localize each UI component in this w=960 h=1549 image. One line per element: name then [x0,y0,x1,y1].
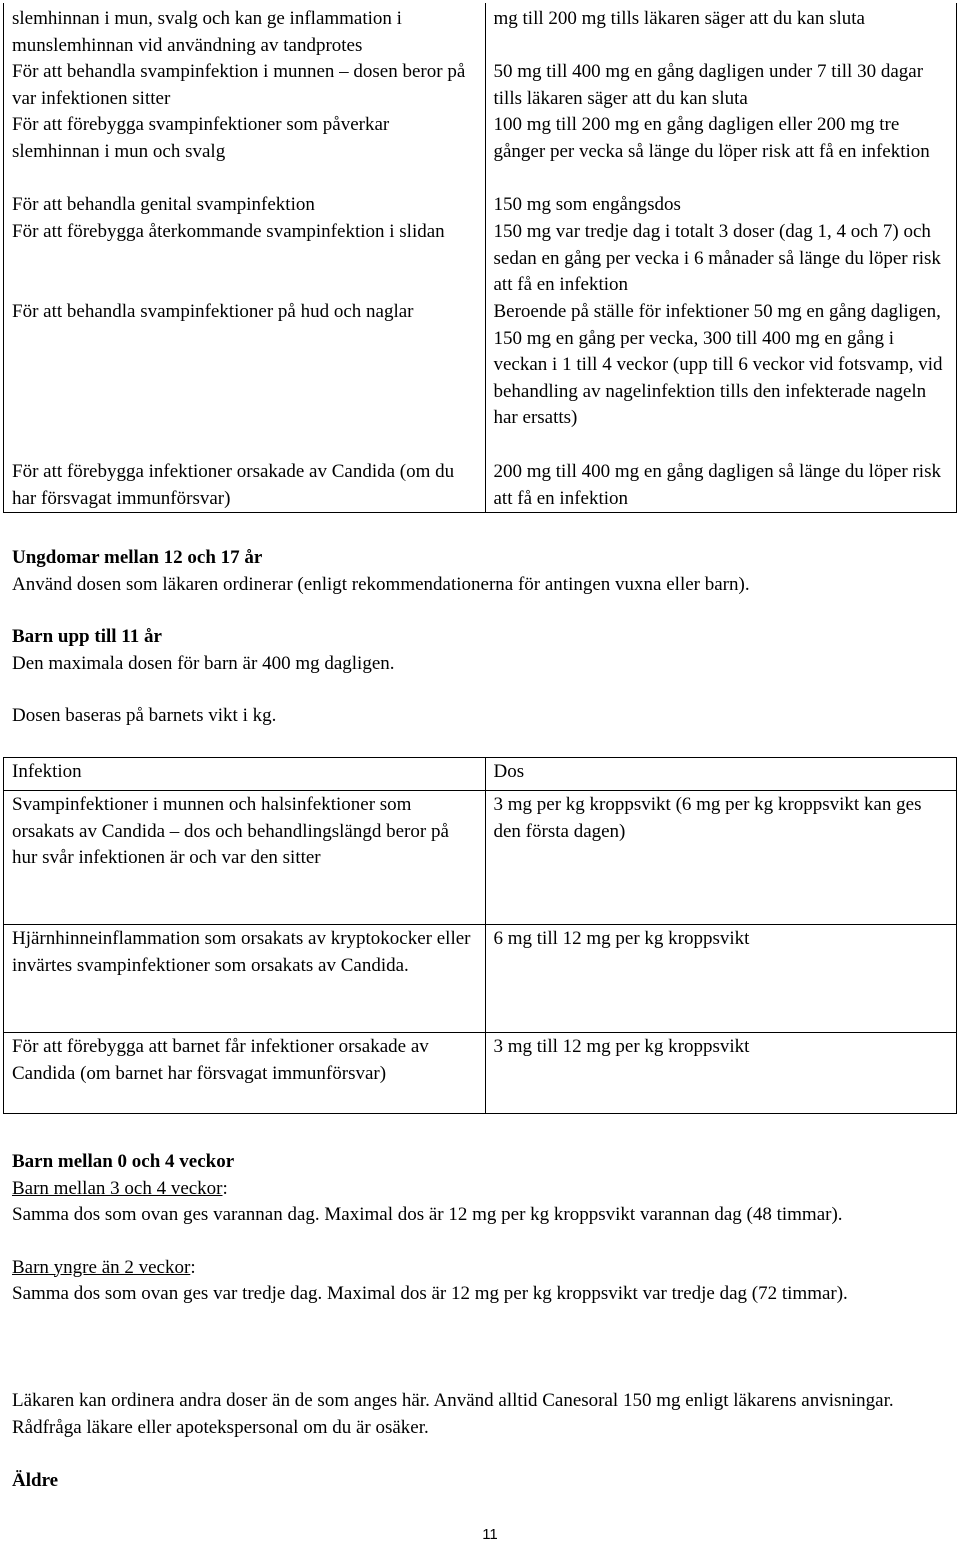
table-row [4,59,957,112]
elderly-section [12,1468,942,1495]
teens-heading: Ungdomar mellan 12 och 17 år [12,547,263,568]
table-header-row [4,758,957,791]
table-row [4,219,957,299]
children-weight-note: Dosen baseras på barnets vikt i kg. [12,705,277,726]
infants-sub-3-4-weeks: Barn mellan 3 och 4 veckor: [12,1177,228,1199]
children-heading: Barn upp till 11 år [12,626,162,647]
indication-cell: För att förebygga svampinfektioner som påverkar slemhinnan i mun och svalg [4,112,486,192]
dose-cell: mg till 200 mg tills läkaren säger att du kan sluta [485,3,957,59]
infants-section [12,1149,942,1308]
infants-sub-under-2-label: Barn yngre än 2 veckor [12,1256,191,1278]
infants-sub-3-4-label: Barn mellan 3 och 4 veckor [12,1177,223,1199]
indication-cell: Svampinfektioner i munnen och halsinfektioner som orsakats av Candida – dos och behandlingslängd beror på hur svår infektionen är och var den sitter [4,791,486,925]
note-text: Läkaren kan ordinera andra doser än de som anges här. Använd alltid Canesoral 150 mg enligt läkarens anvisningar. Rådfråga läkare eller apotekspersonal om du är osäker. [12,1390,894,1438]
dose-cell: 50 mg till 400 mg en gång dagligen under 7 till 30 dagar tills läkaren säger att du kan sluta [485,59,957,112]
table-row [4,925,957,1033]
teens-section [12,545,942,598]
column-header-dose: Dos [485,758,957,791]
table-row [4,192,957,219]
indication-cell: För att behandla genital svampinfektion [4,192,486,219]
table-row [4,1033,957,1114]
infants-text-under-2-weeks: Samma dos som ovan ges var tredje dag. Maximal dos är 12 mg per kg kroppsvikt var tredje dag (72 timmar). [12,1283,848,1304]
infants-sub-under-2-weeks: Barn yngre än 2 veckor: [12,1256,196,1278]
table-row [4,112,957,192]
dose-cell: 150 mg som engångsdos [485,192,957,219]
table-row [4,791,957,925]
dose-cell: 100 mg till 200 mg en gång dagligen eller 200 mg tre gånger per vecka så länge du löper risk att få en infektion [485,112,957,192]
indication-cell: För att behandla svampinfektioner på hud och naglar [4,299,486,459]
indication-cell: Hjärnhinneinflammation som orsakats av kryptokocker eller invärtes svampinfektioner som orsakats av Candida. [4,925,486,1033]
dose-cell: Beroende på ställe för infektioner 50 mg en gång dagligen, 150 mg en gång per vecka, 300 till 400 mg en gång i veckan i 1 till 4 veckor (upp till 6 veckor vid fotsvamp, vid behandling av nagelinfektion tills den infekterade nageln har ersatts) [485,299,957,459]
dosage-note [12,1388,942,1441]
column-header-infection: Infektion [4,758,486,791]
indication-cell: För att behandla svampinfektion i munnen – dosen beror på var infektionen sitter [4,59,486,112]
table-row [4,299,957,459]
infants-text-3-4-weeks: Samma dos som ovan ges varannan dag. Maximal dos är 12 mg per kg kroppsvikt varannan dag (48 timmar). [12,1204,843,1225]
indication-cell: För att förebygga infektioner orsakade av Candida (om du har försvagat immunförsvar) [4,459,486,513]
dose-cell: 6 mg till 12 mg per kg kroppsvikt [485,925,957,1033]
dose-cell: 150 mg var tredje dag i totalt 3 doser (dag 1, 4 och 7) och sedan en gång per vecka i 6 månader så länge du löper risk att få en infektion [485,219,957,299]
elderly-heading: Äldre [12,1470,59,1491]
children-max-dose: Den maximala dosen för barn är 400 mg dagligen. [12,652,395,674]
infants-heading: Barn mellan 0 och 4 veckor [12,1151,235,1172]
table-row [4,459,957,513]
child-dosage-table [3,757,957,1114]
indication-cell: För att förebygga att barnet får infektioner orsakade av Candida (om barnet har försvagat immunförsvar) [4,1033,486,1114]
indication-cell: slemhinnan i mun, svalg och kan ge inflammation i munslemhinnan vid användning av tandprotes [4,3,486,59]
page-number: 11 [482,1526,498,1543]
teens-text: Använd dosen som läkaren ordinerar (enligt rekommendationerna för antingen vuxna eller barn). [12,573,750,595]
dose-cell: 3 mg till 12 mg per kg kroppsvikt [485,1033,957,1114]
children-section [12,624,942,730]
indication-cell: För att förebygga återkommande svampinfektion i slidan [4,219,486,299]
adult-dosage-table [3,3,957,513]
dose-cell: 3 mg per kg kroppsvikt (6 mg per kg kroppsvikt kan ges den första dagen) [485,791,957,925]
table-row [4,3,957,59]
dose-cell: 200 mg till 400 mg en gång dagligen så länge du löper risk att få en infektion [485,459,957,513]
